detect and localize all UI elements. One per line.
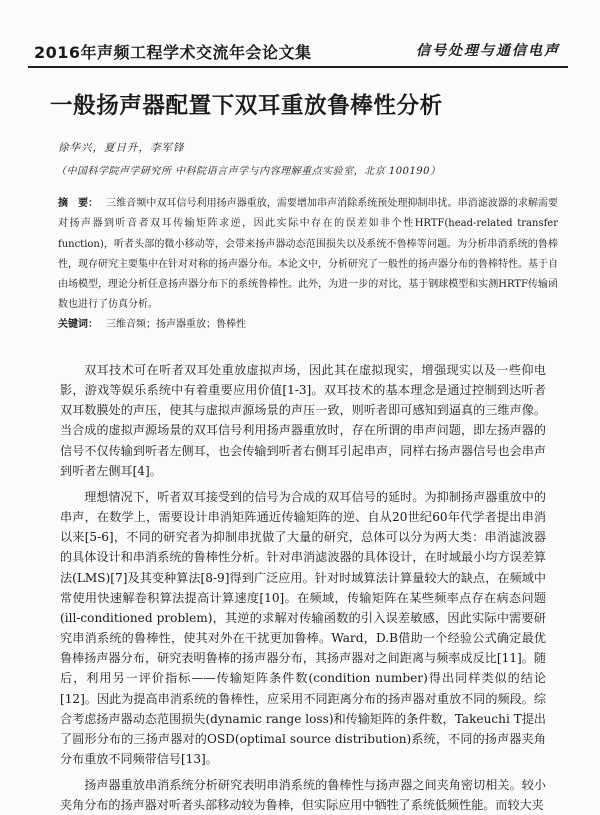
article-title: 一般扬声器配置下双耳重放鲁棒性分析 xyxy=(50,93,443,119)
header-divider xyxy=(28,66,568,68)
abstract xyxy=(58,194,558,316)
keywords-label: 关键词： xyxy=(58,319,98,330)
section-header: 信号处理与通信电声 xyxy=(416,43,560,59)
body-text xyxy=(60,360,546,815)
body-paragraph-2: 理想情况下，听者双耳接受到的信号为合成的双耳信号的延时。为抑制扬声器重放中的串声，在数学上，需要设计串消矩阵通近传输矩阵的逆、自从20世纪60年代学者提出串消以来[5-6]，不同的研究者为抑制串扰做了大量的研究，总体可以分为两大类：串消滤波器的具体设计和串消系统的鲁棒性分析。针对串消滤波器的具体设计，在时域最小均方误差算法(LMS)[7]及其变种算法[8-9]得到广泛应用。针对时域算法计算量较大的缺点，在频域中常使用快速解卷积算法提高计算速度[10]。在频域，传输矩阵在某些频率点存在病态问题(ill-conditioned problem)，其逆的求解对传输函数的引入误差敏感，因此实际中需要研究串消系统的鲁棒性，使其对外在干扰更加鲁棒。Ward，D.B借助一个经验公式确定最优鲁棒扬声器分布，研究表明鲁棒的扬声器分布，其扬声器对之间距离与频率成反比[11]。随后，利用另一评价指标——传输矩阵条件数(condition number)得出同样类似的结论[12]。因此为提高串消系统的鲁棒性，应采用不同距离分布的扬声器对重放不同的频段。综合考虑扬声器动态范围损失(dynamic range loss)和传输矩阵的条件数，Takeuchi T提出了圆形分布的三扬声器对的OSD(optimal source distribution)系统，不同的扬声器夹角分布重放不同频带信号[13]。 xyxy=(60,489,546,766)
article-authors: 徐华兴，夏日升，李军锋 xyxy=(58,142,185,154)
abstract-text: 三维音频中双耳信号利用扬声器重放，需要增加串声消除系统预处理抑制串扰。串消滤波器的求解需要对扬声器到听音者双耳传输矩阵求逆，因此实际中存在的误差如非个性HRTF(head-related transfer function)，听者头部的微小移动等，会带来扬声器动态范围损失以及系统不鲁棒等问题。为分析串消系统的鲁棒性，现存研究主要集中在针对对称的扬声器分布。本论文中，分析研究了一般性的扬声器分布的鲁棒特性。基于自由场模型，理论分析任意扬声器分布下的系统鲁棒性。此外，为进一步的对比，基于钢球模型和实测HRTF传输函数也进行了仿真分析。 xyxy=(58,198,559,311)
journal-header: 2016年声频工程学术交流年会论文集 xyxy=(34,43,312,62)
article-affiliation: （中国科学院声学研究所 中科院语言声学与内容理解重点实验室，北京 100190） xyxy=(56,166,441,177)
body-paragraph-3: 扬声器重放串消系统分析研究表明串消系统的鲁棒性与扬声器之间夹角密切相关。较小夹角分布的扬声器对听者头部移动较为鲁棒，但实际应用中牺牲了系统低频性能。而较大夹 xyxy=(60,778,546,813)
keywords-text: 三维音频；扬声器重放；鲁棒性 xyxy=(106,319,246,330)
abstract-label: 摘 要： xyxy=(58,198,99,209)
body-paragraph-1: 双耳技术可在听者双耳处重放虚拟声场，因此其在虚拟现实，增强现实以及一些仰电影，游戏等娱乐系统中有着重要应用价值[1-3]。双耳技术的基本理念是通过控制到达听者双耳数膜处的声压，使其与虚拟声源场景的声压一致，则听者即可感知到逼真的三维声像。当合成的虚拟声源场景的双耳信号利用扬声器重放时，存在所谓的串声问题，即左扬声器的信号不仅传输到听者左侧耳，也会传输到听者右侧耳引起串声，同样右扬声器信号也会串声到听者左侧耳[4]。 xyxy=(60,363,546,478)
keywords xyxy=(58,316,558,334)
